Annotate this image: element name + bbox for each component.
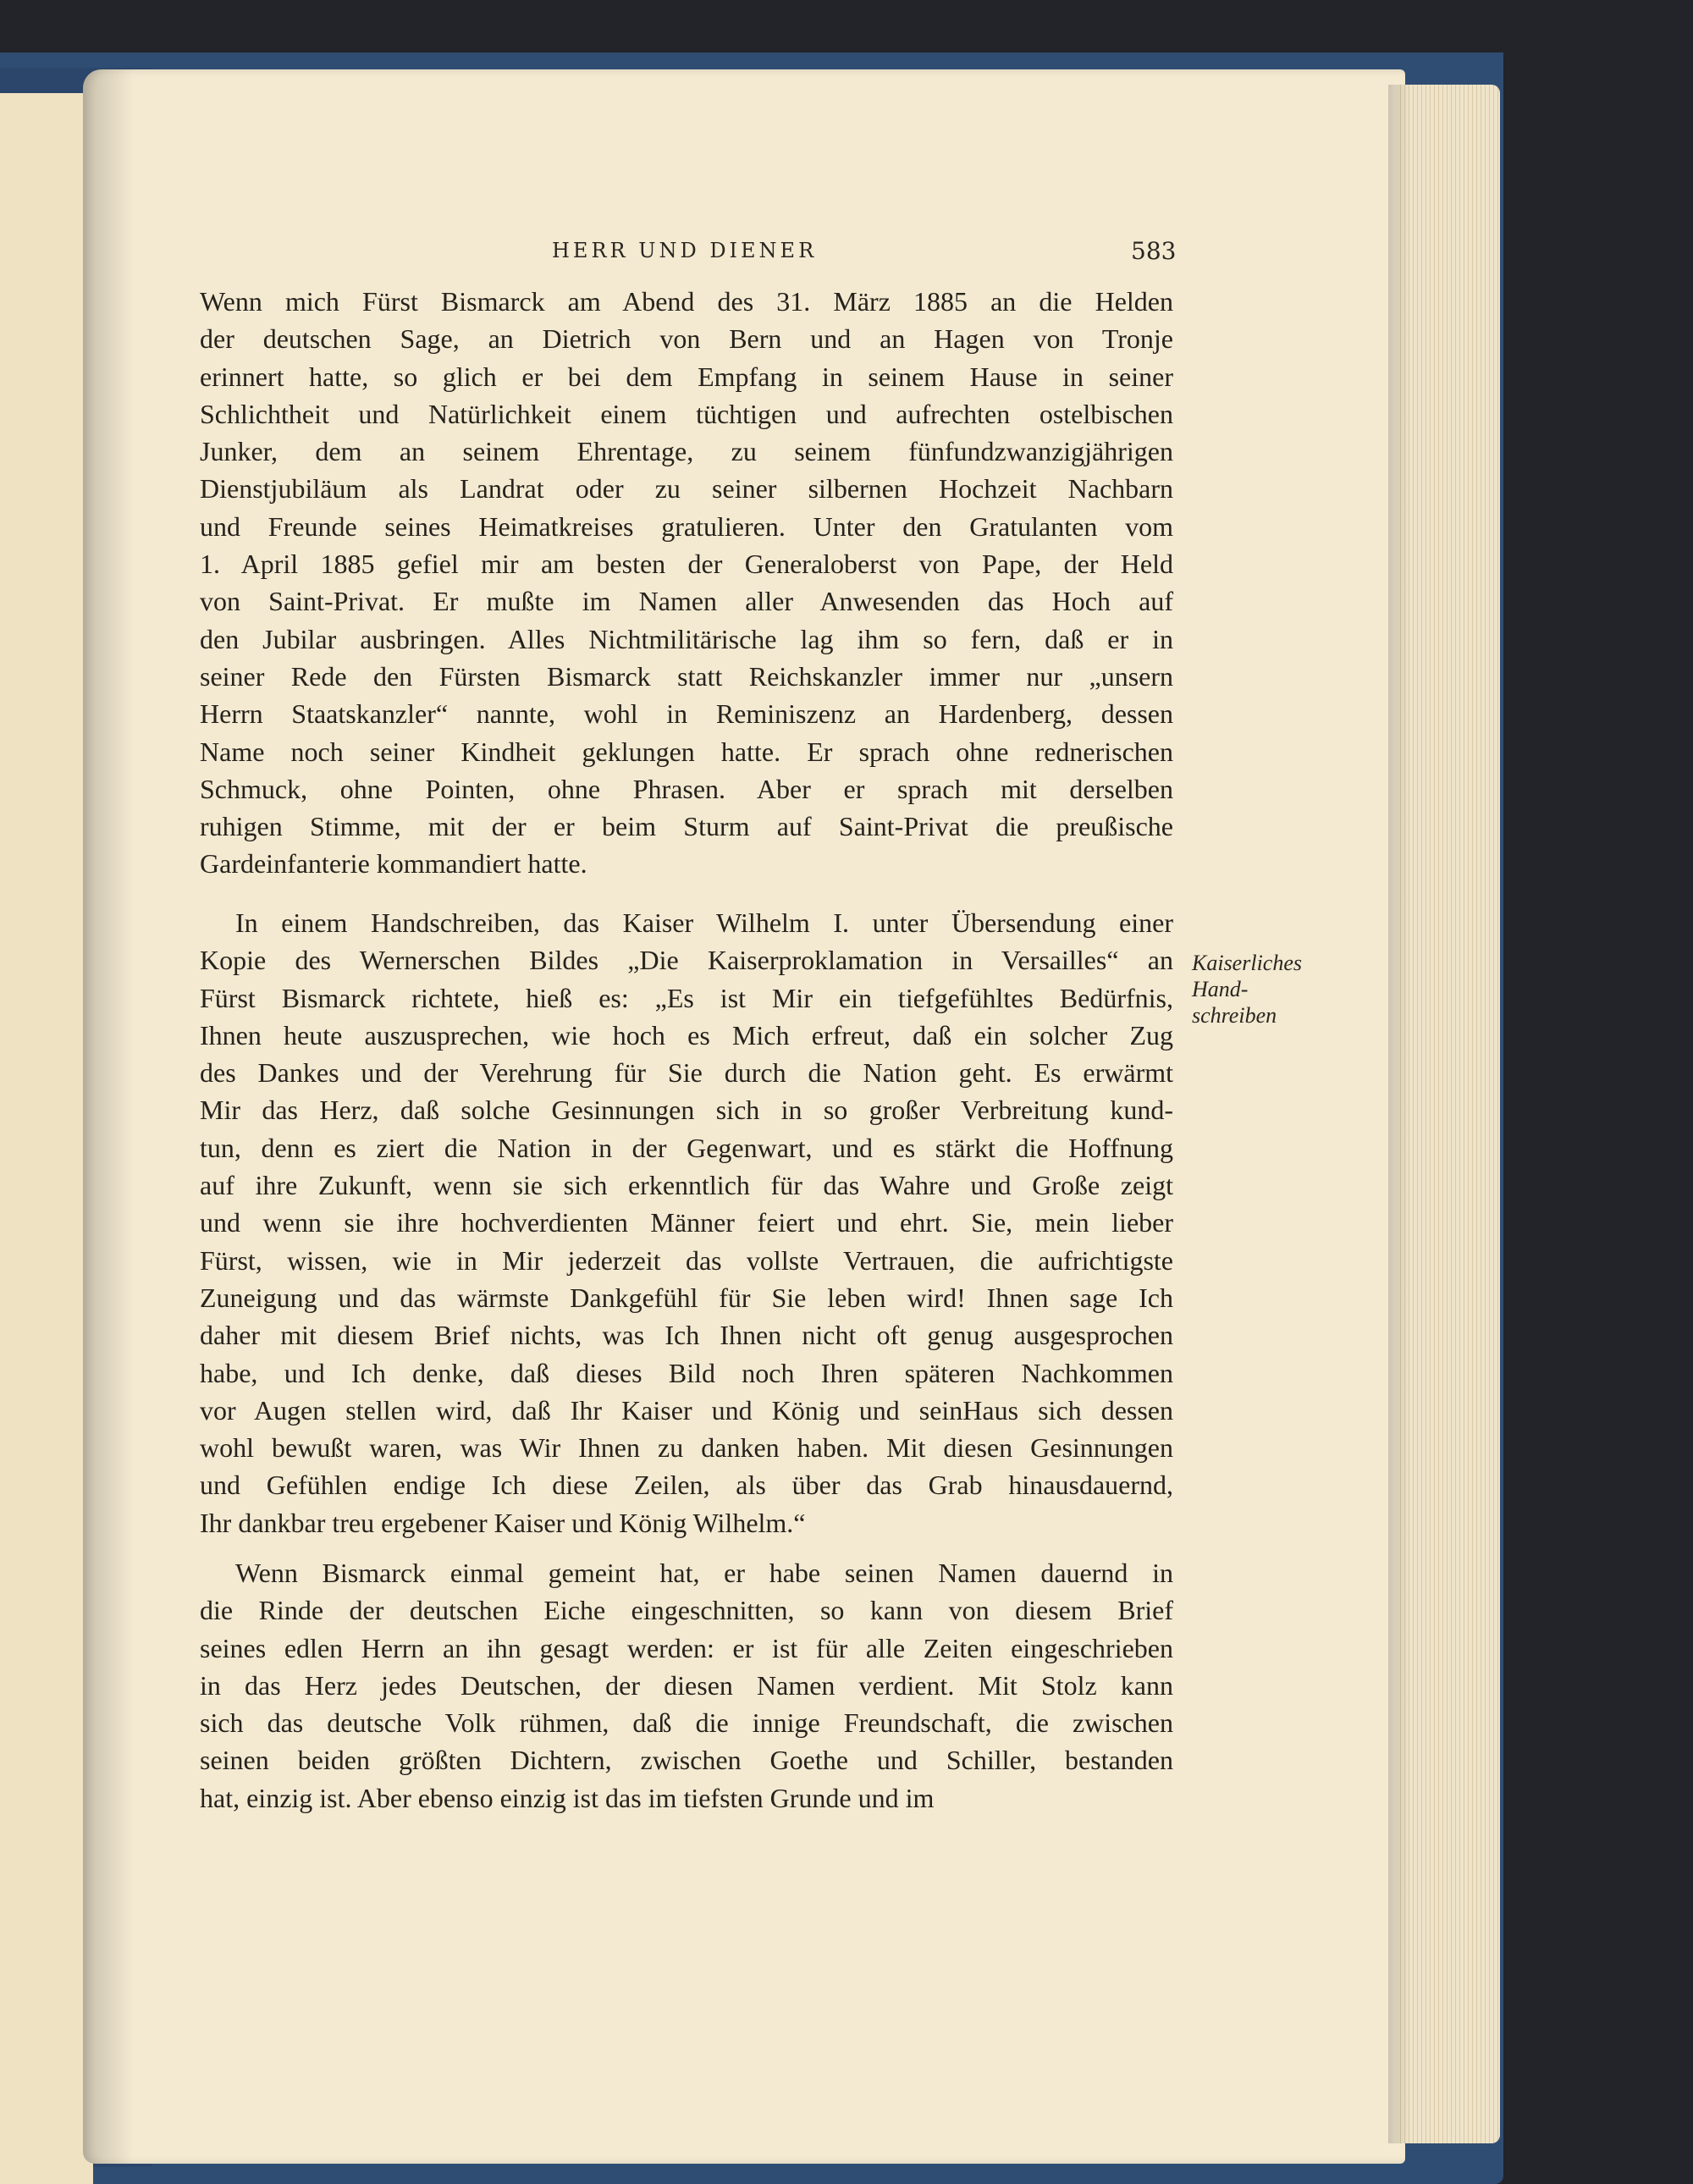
text-line: seines edlen Herrn an ihn gesagt werden: er ist für alle Zeiten eingeschrieben bbox=[200, 1632, 1173, 1663]
fore-edge-shadow bbox=[1388, 85, 1410, 2143]
text-line: tun, denn es ziert die Nation in der Gegenwart, und es stärkt die Hoffnung bbox=[200, 1132, 1173, 1163]
text-line: Schmuck, ohne Pointen, ohne Phrasen. Aber er sprach mit derselben bbox=[200, 773, 1173, 804]
text-line: Zuneigung und das wärmste Dankgefühl für Sie leben wird! Ihnen sage Ich bbox=[200, 1282, 1173, 1313]
running-head: HERR UND DIENER bbox=[552, 239, 818, 262]
paragraph-3 bbox=[200, 1554, 1173, 1817]
text-line: seiner Rede den Fürsten Bismarck statt Reichskanzler immer nur „unsern bbox=[200, 660, 1173, 692]
text-line: und wenn sie ihre hochverdienten Männer feiert und ehrt. Sie, mein lieber bbox=[200, 1207, 1173, 1238]
margin-note-line: Hand- bbox=[1192, 977, 1249, 1001]
text-line: daher mit diesem Brief nichts, was Ich Ihnen nicht oft genug ausgesprochen bbox=[200, 1320, 1173, 1351]
text-line: 1. April 1885 gefiel mir am besten der Generaloberst von Pape, der Held bbox=[200, 549, 1173, 580]
text-line: sich das deutsche Volk rühmen, daß die innige Freundschaft, die zwischen bbox=[200, 1707, 1173, 1739]
page-number: 583 bbox=[1131, 237, 1177, 265]
paragraph-1 bbox=[200, 283, 1173, 883]
text-line: Fürst Bismarck richtete, hieß es: „Es ist Mir ein tiefgefühltes Bedürfnis, bbox=[200, 982, 1173, 1013]
text-line: Schlichtheit und Natürlichkeit einem tüchtigen und aufrechten ostelbischen bbox=[200, 398, 1173, 429]
text-line: den Jubilar ausbringen. Alles Nichtmilitärische lag ihm so fern, daß er in bbox=[200, 623, 1173, 654]
text-line: und Freunde seines Heimatkreises gratulieren. Unter den Gratulanten vom bbox=[200, 510, 1173, 542]
text-line: und Gefühlen endige Ich diese Zeilen, als über das Grab hinausdauernd, bbox=[200, 1470, 1173, 1501]
text-line: ruhigen Stimme, mit der er beim Sturm auf Saint-Privat die preußische bbox=[200, 811, 1173, 842]
page-gutter-shadow bbox=[83, 69, 134, 2164]
text-line: der deutschen Sage, an Dietrich von Bern und an Hagen von Tronje bbox=[200, 323, 1173, 355]
text-line: die Rinde der deutschen Eiche eingeschnitten, so kann von diesem Brief bbox=[200, 1595, 1173, 1626]
text-line: erinnert hatte, so glich er bei dem Empfang in seinem Hause in seiner bbox=[200, 361, 1173, 392]
text-line: hat, einzig ist. Aber ebenso einzig ist das im tiefsten Grunde und im bbox=[200, 1782, 935, 1813]
text-line: vor Augen stellen wird, daß Ihr Kaiser und König und seinHaus sich dessen bbox=[200, 1394, 1173, 1426]
text-line: Kopie des Wernerschen Bildes „Die Kaiserproklamation in Versailles“ an bbox=[200, 945, 1173, 976]
page-fore-edge bbox=[1397, 85, 1500, 2143]
text-line: habe, und Ich denke, daß dieses Bild noch Ihren späteren Nachkommen bbox=[200, 1357, 1173, 1388]
text-line: Junker, dem an seinem Ehrentage, zu seinem fünfundzwanzigjährigen bbox=[200, 436, 1173, 467]
text-line: Fürst, wissen, wie in Mir jederzeit das vollste Vertrauen, die aufrichtigste bbox=[200, 1244, 1173, 1276]
text-line: in das Herz jedes Deutschen, der diesen Namen verdient. Mit Stolz kann bbox=[200, 1669, 1173, 1701]
text-line: Wenn Bismarck einmal gemeint hat, er habe seinen Namen dauernd in bbox=[235, 1558, 1173, 1588]
text-line: Ihr dankbar treu ergebener Kaiser und König Wilhelm.“ bbox=[200, 1507, 806, 1538]
text-line: Name noch seiner Kindheit geklungen hatte. Er sprach ohne rednerischen bbox=[200, 736, 1173, 767]
margin-note-line: schreiben bbox=[1192, 1003, 1277, 1028]
text-line: In einem Handschreiben, das Kaiser Wilhelm I. unter Übersendung einer bbox=[235, 907, 1173, 938]
text-line: Ihnen heute auszusprechen, wie hoch es Mich erfreut, daß ein solcher Zug bbox=[200, 1019, 1173, 1051]
margin-note bbox=[1192, 950, 1319, 1029]
text-line: Wenn mich Fürst Bismarck am Abend des 31. März 1885 an die Helden bbox=[200, 286, 1173, 317]
text-line: Mir das Herz, daß solche Gesinnungen sich in so großer Verbreitung kund- bbox=[200, 1095, 1173, 1126]
margin-note-line: Kaiserliches bbox=[1192, 951, 1302, 975]
text-line: Herrn Staatskanzler“ nannte, wohl in Reminiszenz an Hardenberg, dessen bbox=[200, 698, 1173, 730]
text-line: wohl bewußt waren, was Wir Ihnen zu danken haben. Mit diesen Gesinnungen bbox=[200, 1432, 1173, 1464]
text-line: seinen beiden größten Dichtern, zwischen Goethe und Schiller, bestanden bbox=[200, 1745, 1173, 1776]
text-line: Dienstjubiläum als Landrat oder zu seiner silbernen Hochzeit Nachbarn bbox=[200, 473, 1173, 505]
text-line: des Dankes und der Verehrung für Sie durch die Nation geht. Es erwärmt bbox=[200, 1057, 1173, 1089]
left-page-edge bbox=[0, 93, 93, 2184]
text-line: auf ihre Zukunft, wenn sie sich erkenntlich für das Wahre und Große zeigt bbox=[200, 1170, 1173, 1201]
paragraph-2 bbox=[200, 904, 1173, 1541]
text-line: von Saint-Privat. Er mußte im Namen aller Anwesenden das Hoch auf bbox=[200, 586, 1173, 617]
text-line: Gardeinfanterie kommandiert hatte. bbox=[200, 848, 587, 880]
